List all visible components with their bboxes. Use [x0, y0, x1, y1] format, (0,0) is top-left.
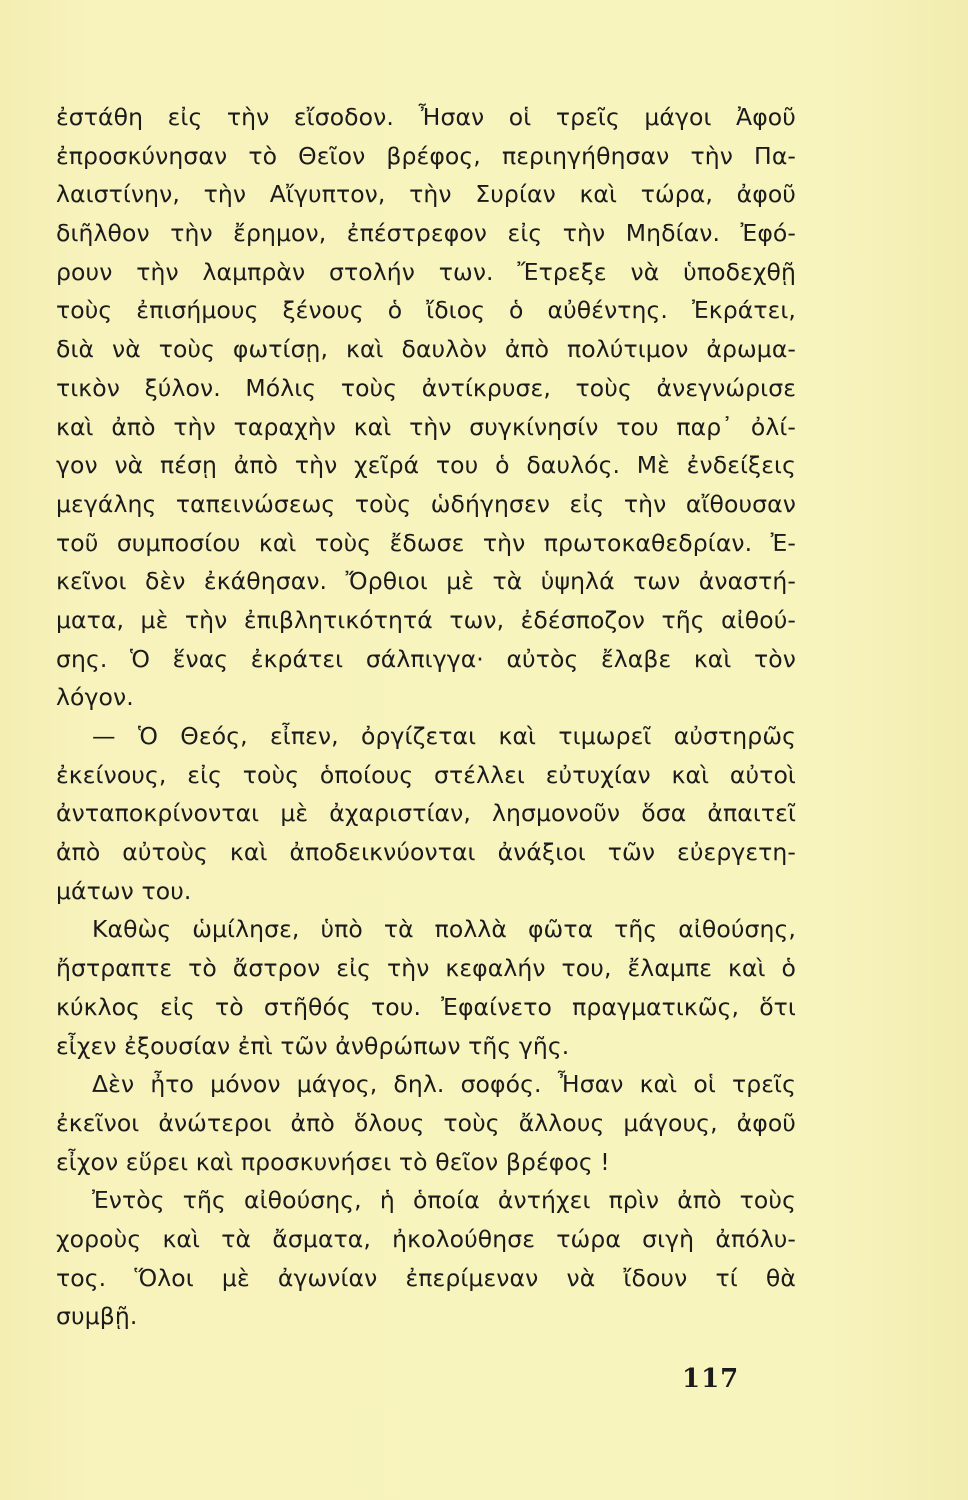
text-line-23: ἤστραπτε τὸ ἄστρον εἰς τὴν κεφαλήν του, ἔλαμπε καὶ ὁ [56, 954, 796, 983]
text-line-21: μάτων του. [56, 876, 192, 905]
text-line-31: τος. Ὅλοι μὲ ἀγωνίαν ἐπερίμεναν νὰ ἴδουν τί θὰ [56, 1263, 796, 1292]
text-line-25: εἶχεν ἐξουσίαν ἐπὶ τῶν ἀνθρώπων τῆς γῆς. [56, 1031, 570, 1060]
text-line-17: — Ὁ Θεός, εἶπεν, ὀργίζεται καὶ τιμωρεῖ αὐστηρῶς [92, 722, 796, 750]
text-line-24: κύκλος εἰς τὸ στῆθός του. Ἐφαίνετο πραγματικῶς, ὅτι [56, 992, 796, 1021]
text-line-2: ἐπροσκύνησαν τὸ Θεῖον βρέφος, περιηγήθησαν τὴν Πα- [56, 141, 796, 170]
text-line-12: τοῦ συμποσίου καὶ τοὺς ἔδωσε τὴν πρωτοκαθεδρίαν. Ἐ- [56, 528, 796, 557]
text-line-15: σης. Ὁ ἕνας ἐκράτει σάλπιγγα· αὐτὸς ἔλαβε καὶ τὸν [56, 644, 796, 673]
text-line-6: τοὺς ἐπισήμους ξένους ὁ ἴδιος ὁ αὐθέντης. Ἐκράτει, [56, 296, 796, 325]
text-line-18: ἐκείνους, εἰς τοὺς ὁποίους στέλλει εὐτυχίαν καὶ αὐτοὶ [56, 760, 796, 789]
text-line-10: γον νὰ πέσῃ ἀπὸ τὴν χεῖρά του ὁ δαυλός. Μὲ ἐνδείξεις [56, 451, 796, 480]
text-line-4: διῆλθον τὴν ἔρημον, ἐπέστρεφον εἰς τὴν Μηδίαν. Ἐφό- [56, 219, 796, 248]
text-line-1: ἐστάθη εἰς τὴν εἴσοδον. Ἦσαν οἱ τρεῖς μάγοι Ἀφοῦ [56, 103, 796, 131]
text-line-11: μεγάλης ταπεινώσεως τοὺς ὡδήγησεν εἰς τὴν αἴθουσαν [56, 489, 796, 518]
text-line-8: τικὸν ξύλον. Μόλις τοὺς ἀντίκρυσε, τοὺς ἀνεγνώρισε [56, 373, 796, 402]
body-text [56, 98, 796, 1336]
text-line-22: Καθὼς ὡμίλησε, ὑπὸ τὰ πολλὰ φῶτα τῆς αἰθούσης, [92, 915, 796, 944]
text-line-19: ἀνταποκρίνονται μὲ ἀχαριστίαν, λησμονοῦν ὅσα ἀπαιτεῖ [56, 799, 796, 828]
text-line-16: λόγον. [56, 683, 134, 712]
text-line-26: Δὲν ἦτο μόνον μάγος, δηλ. σοφός. Ἦσαν καὶ οἱ τρεῖς [92, 1070, 796, 1099]
text-line-7: διὰ νὰ τοὺς φωτίσῃ, καὶ δαυλὸν ἀπὸ πολύτιμον ἀρωμα- [56, 335, 796, 364]
text-line-28: εἶχον εὕρει καὶ προσκυνήσει τὸ θεῖον βρέφος ! [56, 1147, 610, 1176]
text-line-29: Ἐντὸς τῆς αἰθούσης, ἡ ὁποία ἀντήχει πρὶν ἀπὸ τοὺς [92, 1186, 796, 1215]
text-line-14: ματα, μὲ τὴν ἐπιβλητικότητά των, ἐδέσποζον τῆς αἰθού- [56, 605, 796, 634]
text-line-20: ἀπὸ αὐτοὺς καὶ ἀποδεικνύονται ἀνάξιοι τῶν εὐεργετη- [56, 838, 796, 867]
text-line-5: ρουν τὴν λαμπρὰν στολήν των. Ἔτρεξε νὰ ὑποδεχθῇ [56, 257, 796, 286]
text-line-27: ἐκεῖνοι ἀνώτεροι ἀπὸ ὅλους τοὺς ἄλλους μάγους, ἀφοῦ [56, 1108, 796, 1137]
text-line-9: καὶ ἀπὸ τὴν ταραχὴν καὶ τὴν συγκίνησίν του παρ᾽ ὀλί- [56, 412, 796, 441]
text-line-13: κεῖνοι δὲν ἐκάθησαν. Ὄρθιοι μὲ τὰ ὑψηλά των ἀναστή- [56, 567, 796, 596]
text-line-3: λαιστίνην, τὴν Αἴγυπτον, τὴν Συρίαν καὶ τώρα, ἀφοῦ [56, 180, 796, 209]
text-line-30: χοροὺς καὶ τὰ ἄσματα, ἠκολούθησε τώρα σιγὴ ἀπόλυ- [56, 1224, 796, 1253]
text-line-32: συμβῇ. [56, 1302, 138, 1331]
page-number: 117 [682, 1364, 740, 1394]
